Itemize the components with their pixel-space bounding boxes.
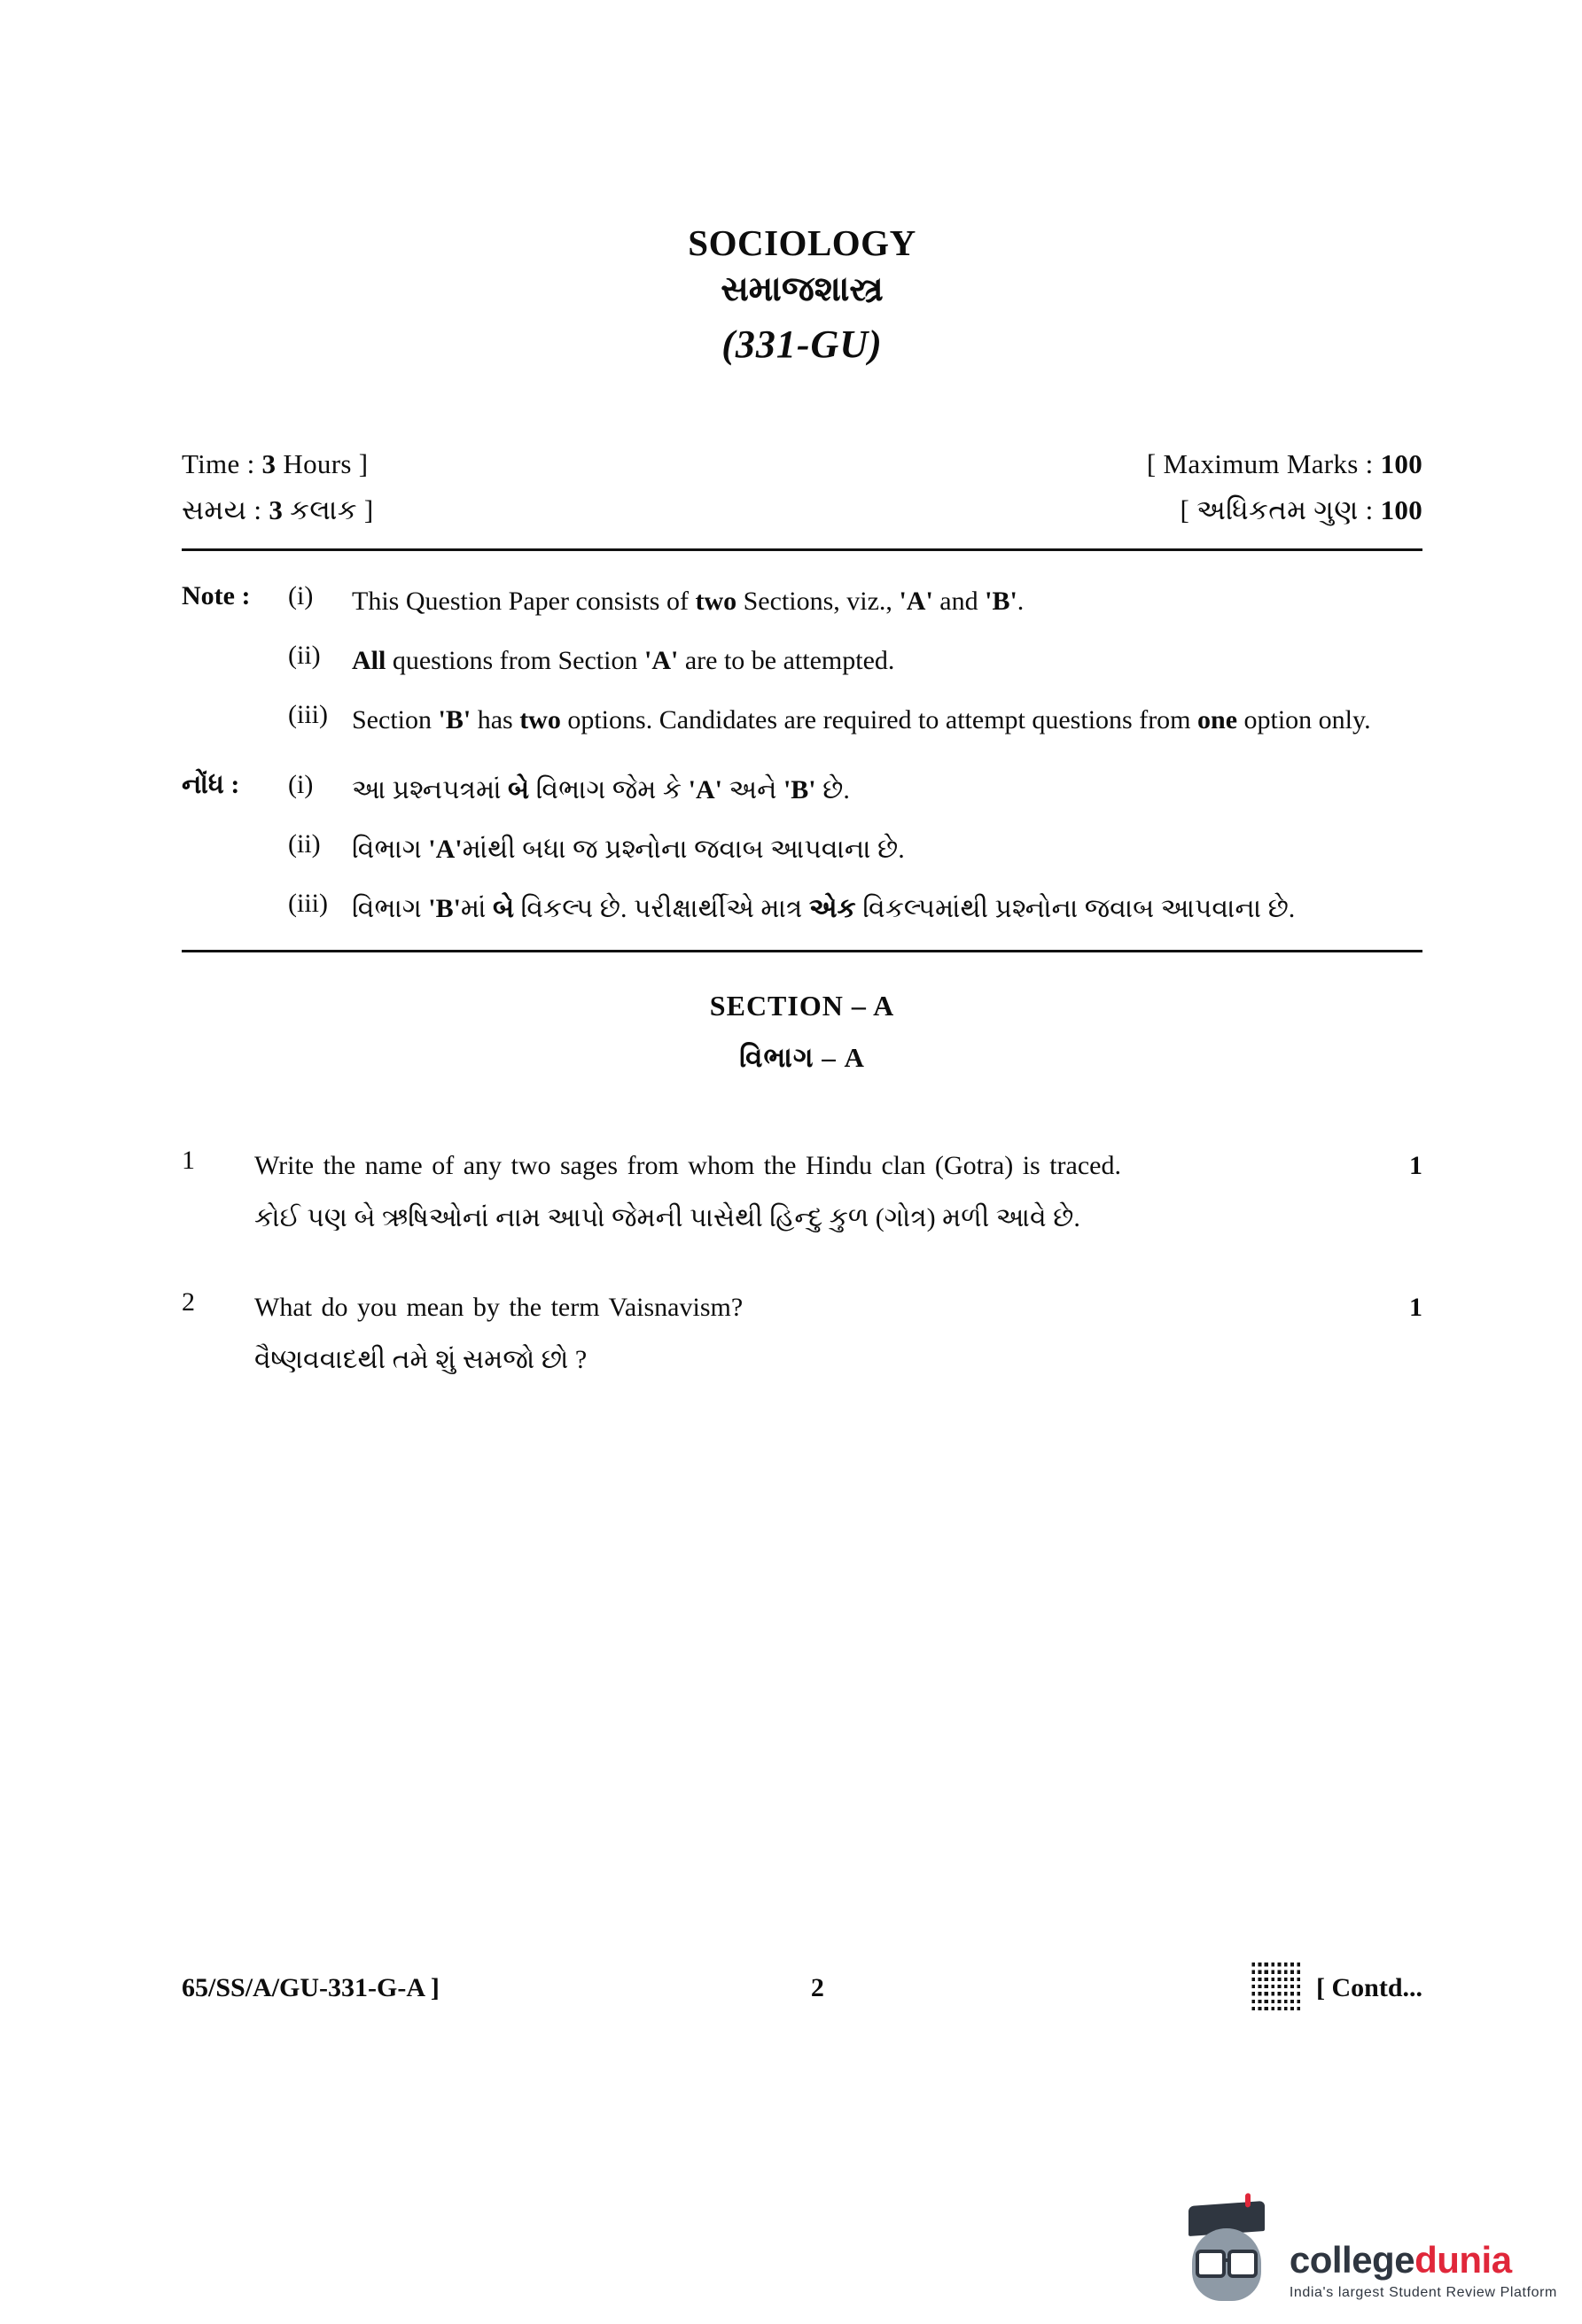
note-label-english: Note : bbox=[182, 581, 251, 610]
footer-paper-code: 65/SS/A/GU-331-G-A ] bbox=[182, 1973, 440, 2002]
question-body bbox=[254, 1287, 1422, 1380]
glasses-icon bbox=[1196, 2250, 1258, 2273]
paper-heading bbox=[182, 222, 1422, 367]
page-footer bbox=[182, 1963, 1422, 2014]
qr-code-icon bbox=[1249, 1963, 1300, 2014]
time-allowed-english: Time : 3 Hours ] bbox=[182, 448, 369, 479]
footer-right-group bbox=[1249, 1963, 1422, 2014]
question-text-english: Write the name of any two sages from whom the Hindu clan (Gotra) is traced. bbox=[254, 1151, 1121, 1180]
note-text-english-3: Section 'B' has two options. Candidates are required to attempt questions from one option only. bbox=[352, 705, 1371, 735]
questions-list bbox=[182, 1146, 1422, 1380]
instructions-block bbox=[182, 581, 1422, 952]
question-item bbox=[182, 1287, 1422, 1380]
note-number: (iii) bbox=[288, 700, 328, 729]
brand-name bbox=[1289, 2239, 1557, 2281]
question-text-gujarati: વૈષ્ણવવાદથી તમે શું સમજો છો ? bbox=[254, 1345, 588, 1374]
maximum-marks-english: [ Maximum Marks : 100 bbox=[1146, 448, 1422, 479]
question-text-english: What do you mean by the term Vaisnavism? bbox=[254, 1293, 744, 1322]
time-and-marks-block bbox=[182, 448, 1422, 551]
note-number: (i) bbox=[288, 581, 314, 610]
watermark-text bbox=[1289, 2239, 1557, 2301]
note-text-gujarati-1: આ પ્રશ્નપત્રમાં બે વિભાગ જેમ કે 'A' અને 'B' છે. bbox=[352, 775, 850, 804]
question-marks: 1 bbox=[1409, 1151, 1422, 1180]
note-number: (ii) bbox=[288, 829, 321, 859]
paper-content bbox=[182, 222, 1422, 1429]
question-number: 1 bbox=[182, 1146, 195, 1175]
subject-title-gujarati: સમાજશાસ્ત્ર bbox=[721, 270, 884, 308]
note-text-gujarati-3: વિભાગ 'B'માં બે વિકલ્પ છે. પરીક્ષાર્થીએ માત્ર એક વિકલ્પમાંથી પ્રશ્નોના જવાબ આપવાના છે. bbox=[352, 894, 1296, 923]
brand-tagline: India's largest Student Review Platform bbox=[1289, 2285, 1557, 2300]
paper-code-heading: (331-GU) bbox=[721, 323, 883, 366]
maximum-marks-gujarati: [ અધિકતમ ગુણ : 100 bbox=[1180, 494, 1422, 525]
note-number: (i) bbox=[288, 770, 314, 799]
instructions-gujarati bbox=[182, 770, 1422, 929]
note-text-english-1: This Question Paper consists of two Sections, viz., 'A' and 'B'. bbox=[352, 587, 1025, 616]
footer-continued-label: [ Contd... bbox=[1315, 1973, 1422, 2002]
brand-part-1: college bbox=[1289, 2239, 1415, 2281]
question-item bbox=[182, 1146, 1422, 1238]
collegedunia-watermark bbox=[1178, 2204, 1557, 2308]
section-heading-english: SECTION – A bbox=[709, 990, 895, 1022]
divider-top bbox=[182, 548, 1422, 551]
section-heading-gujarati: વિભાગ – A bbox=[739, 1042, 865, 1073]
question-text-gujarati: કોઈ પણ બે ઋષિઓનાં નામ આપો જેમની પાસેથી હિન્દુ કુળ (ગોત્ર) મળી આવે છે. bbox=[254, 1203, 1080, 1232]
question-marks: 1 bbox=[1409, 1293, 1422, 1322]
note-text-english-2: All questions from Section 'A' are to be attempted. bbox=[352, 646, 895, 675]
footer-page-number: 2 bbox=[810, 1973, 824, 2002]
brand-part-2: dunia bbox=[1414, 2239, 1512, 2281]
instructions-english bbox=[182, 581, 1422, 740]
time-allowed-gujarati: સમય : 3 કલાક ] bbox=[182, 494, 374, 525]
question-number: 2 bbox=[182, 1287, 195, 1317]
note-number: (ii) bbox=[288, 641, 321, 670]
mascot-icon bbox=[1178, 2204, 1275, 2308]
note-number: (iii) bbox=[288, 889, 328, 918]
question-body bbox=[254, 1146, 1422, 1238]
note-text-gujarati-2: વિભાગ 'A'માંથી બધા જ પ્રશ્નોના જવાબ આપવાના છે. bbox=[352, 835, 905, 864]
note-label-gujarati: નોંધ : bbox=[182, 770, 240, 799]
subject-title-english: SOCIOLOGY bbox=[688, 222, 916, 263]
divider-bottom bbox=[182, 950, 1422, 952]
